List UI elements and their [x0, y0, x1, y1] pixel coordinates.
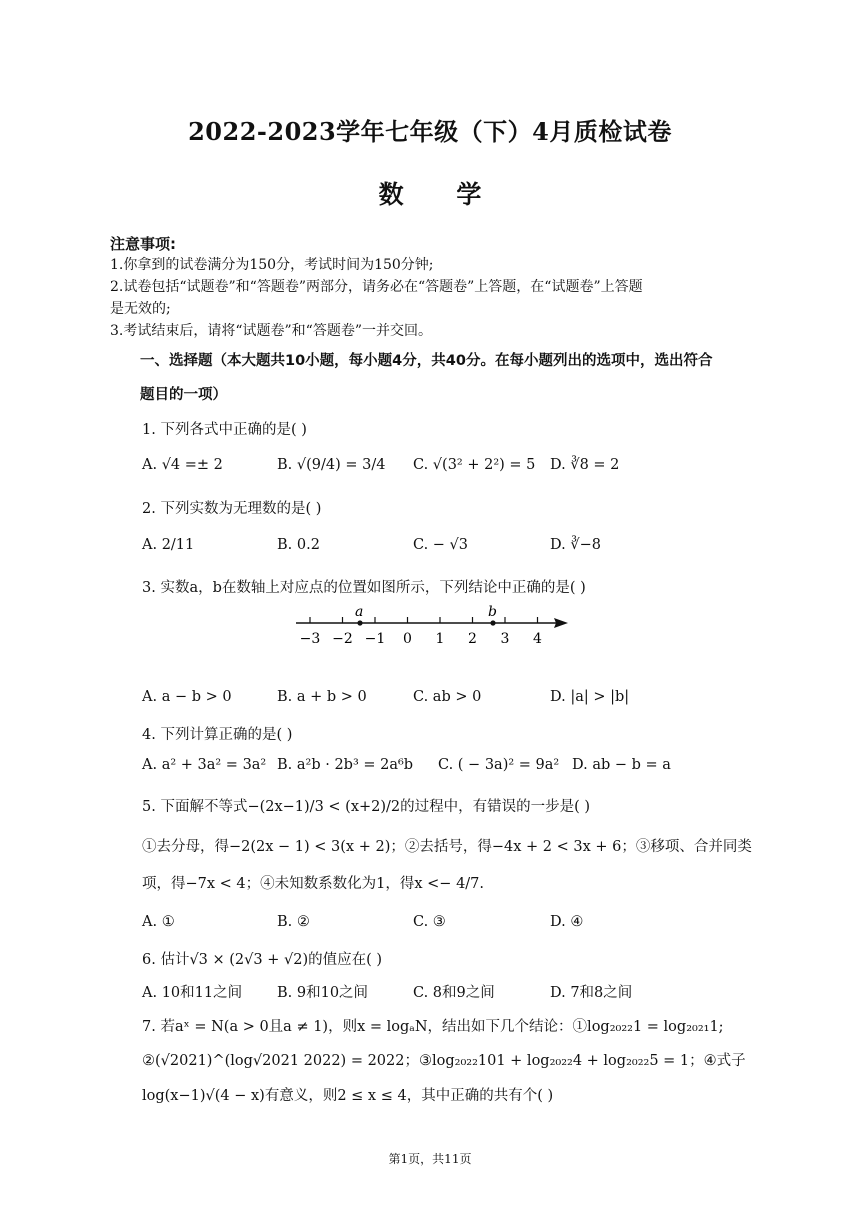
tick-label: 1: [435, 631, 445, 647]
q3-option-c: C. ab > 0: [413, 689, 482, 705]
q6-option-c: C. 8和9之间: [413, 985, 495, 1001]
q5-steps-line1: ①去分母，得−2(2x − 1) < 3(x + 2)；②去括号，得−4x + 2 < 3x + 6；③移项、合并同类: [142, 839, 752, 855]
q1-option-a: A. √4 =± 2: [142, 457, 223, 473]
q6-option-b: B. 9和10之间: [277, 985, 369, 1001]
tick-label: 0: [403, 631, 412, 647]
section-heading: 一、选择题（本大题共10小题，每小题4分，共40分。在每小题列出的选项中，选出符合: [140, 353, 713, 369]
notice-heading: 注意事项:: [110, 235, 176, 253]
subject-title: 数 学: [378, 180, 504, 209]
point-b-label: b: [488, 604, 497, 620]
q2-option-a: A. 2/11: [142, 537, 195, 553]
notice-item: 3.考试结束后，请将“试题卷”和“答题卷”一并交回。: [110, 323, 432, 339]
tick-label: 4: [533, 631, 542, 647]
q2-option-d: D. ∛−8: [550, 537, 601, 553]
tick-label: −2: [332, 631, 353, 647]
tick-label: −3: [299, 631, 321, 647]
q6-option-a: A. 10和11之间: [142, 985, 243, 1001]
tick-label: 3: [500, 631, 510, 647]
q4-option-a: A. a² + 3a² = 3a²: [142, 757, 267, 773]
point-a: [357, 620, 362, 625]
exam-title: 2022-2023学年七年级（下）4月质检试卷: [188, 117, 672, 146]
q3-stem: 3. 实数a，b在数轴上对应点的位置如图所示，下列结论中正确的是( ): [142, 580, 586, 596]
q3-option-d: D. |a| > |b|: [550, 689, 630, 705]
q4-option-d: D. ab − b = a: [572, 757, 671, 773]
section-heading-cont: 题目的一项）: [140, 387, 227, 403]
q5-option-b: B. ②: [277, 914, 310, 930]
q6-stem: 6. 估计√3 × (2√3 + √2)的值应在( ): [142, 952, 383, 968]
point-a-label: a: [355, 604, 364, 620]
q6-option-d: D. 7和8之间: [550, 985, 633, 1001]
number-line-figure: [292, 603, 572, 649]
q5-option-c: C. ③: [413, 914, 446, 930]
notice-item: 1.你拿到的试卷满分为150分，考试时间为150分钟;: [110, 257, 434, 273]
point-b: [490, 620, 495, 625]
q7-line1: 7. 若aˣ = N(a > 0且a ≠ 1)，则x = logₐN，结出如下几个结论：①log₂₀₂₂1 = log₂₀₂₁1;: [142, 1019, 724, 1035]
q1-option-b: B. √(9/4) = 3/4: [277, 457, 386, 473]
q4-stem: 4. 下列计算正确的是( ): [142, 727, 293, 743]
q2-option-b: B. 0.2: [277, 537, 320, 553]
q5-option-a: A. ①: [142, 914, 175, 930]
q2-option-c: C. − √3: [413, 537, 469, 553]
number-line-ticks: [300, 617, 542, 647]
q5-option-d: D. ④: [550, 914, 584, 930]
q1-option-d: D. ∛8 = 2: [550, 457, 620, 473]
q4-option-b: B. a²b · 2b³ = 2a⁶b: [277, 757, 414, 773]
q3-option-a: A. a − b > 0: [142, 689, 232, 705]
q1-option-c: C. √(3² + 2²) = 5: [413, 457, 536, 473]
q5-stem: 5. 下面解不等式−(2x−1)/3 < (x+2)/2的过程中，有错误的一步是( ): [142, 799, 591, 815]
q3-option-b: B. a + b > 0: [277, 689, 367, 705]
q1-stem: 1. 下列各式中正确的是( ): [142, 422, 307, 438]
notice-item: 是无效的;: [110, 301, 171, 317]
page-footer: 第1页，共11页: [388, 1152, 472, 1166]
tick-label: 2: [468, 631, 477, 647]
q4-option-c: C. ( − 3a)² = 9a²: [438, 757, 560, 773]
notice-item: 2.试卷包括“试题卷”和“答题卷”两部分，请务必在“答题卷”上答题，在“试题卷”上答题: [110, 279, 643, 295]
q2-stem: 2. 下列实数为无理数的是( ): [142, 501, 322, 517]
number-line-arrow: [554, 618, 568, 628]
tick-label: −1: [364, 631, 386, 647]
q7-line3: log(x−1)√(4 − x)有意义，则2 ≤ x ≤ 4，其中正确的共有个( ): [142, 1088, 554, 1104]
q7-line2: ②(√2021)^(log√2021 2022) = 2022；③log₂₀₂₂101 + log₂₀₂₂4 + log₂₀₂₂5 = 1；④式子: [142, 1053, 746, 1069]
q5-steps-line2: 项，得−7x < 4；④未知数系数化为1，得x <− 4/7.: [142, 876, 485, 892]
